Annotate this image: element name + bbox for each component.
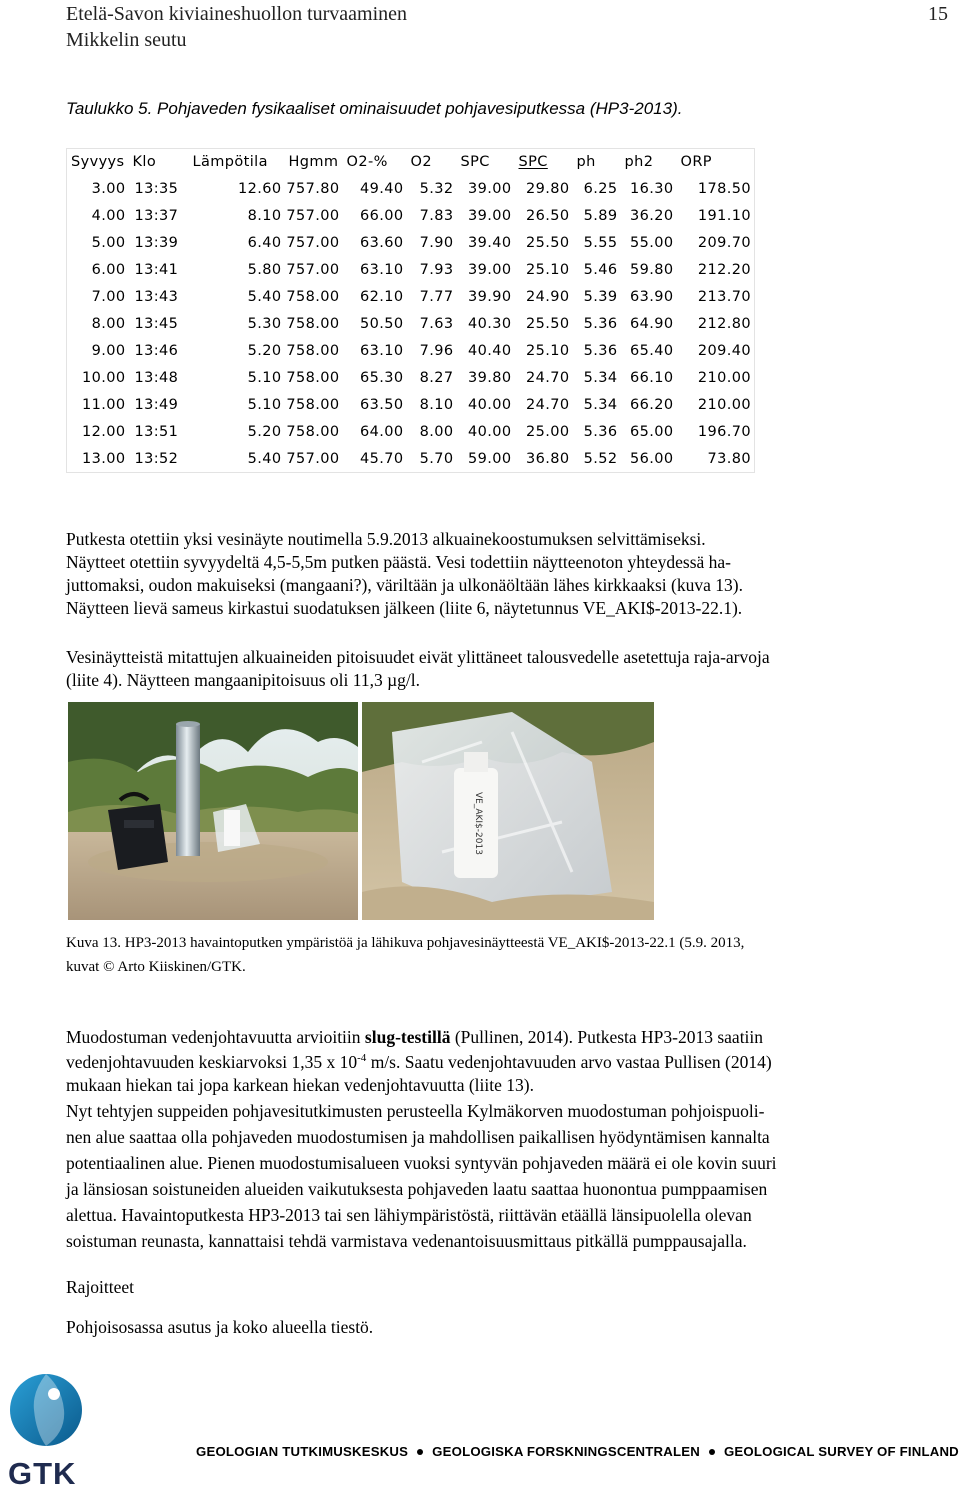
table-cell: 196.70 [697, 423, 751, 440]
table-cell: 6.25 [583, 180, 618, 197]
table-cell: 13:37 [134, 207, 179, 224]
table-cell: 757.80 [286, 180, 340, 197]
paragraph-line: Nyt tehtyjen suppeiden pohjavesitutkimusten perusteella Kylmäkorven muodostuman pohjoispuoli- [66, 1101, 765, 1121]
column-header: ph [576, 154, 596, 170]
table-cell: 66.20 [629, 396, 674, 413]
table-cell: 7.00 [91, 288, 126, 305]
table-cell: 209.70 [697, 234, 751, 251]
table-cell: 13:35 [134, 180, 179, 197]
column-header: SPC [518, 154, 548, 170]
results-paragraph [66, 646, 946, 692]
table-cell: 39.40 [467, 234, 512, 251]
table-caption: Taulukko 5. Pohjaveden fysikaaliset ominaisuudet pohjavesiputkessa (HP3-2013). [66, 99, 683, 118]
paragraph-line [66, 1051, 946, 1074]
table-cell: 64.90 [629, 315, 674, 332]
photo-water-sample [362, 702, 654, 920]
table-cell: 13:48 [134, 369, 179, 386]
exponent: -4 [357, 1052, 367, 1064]
table-cell: 5.39 [583, 288, 618, 305]
org-name-sv: GEOLOGISKA FORSKNINGSCENTRALEN [432, 1444, 700, 1459]
table-cell: 25.00 [525, 423, 570, 440]
column-header: ORP [680, 154, 712, 170]
table-row [67, 337, 755, 364]
slug-test-paragraph [66, 1026, 946, 1253]
limits-heading: Rajoitteet [66, 1277, 135, 1297]
paragraph-line: Vesinäytteistä mitattujen alkuaineiden pitoisuudet eivät ylittäneet talousvedelle asetettuja raja-arvoja [66, 647, 770, 667]
sample-photo-drawing [362, 702, 654, 920]
table-cell: 5.80 [247, 261, 282, 278]
table-cell: 5.34 [583, 396, 618, 413]
table-cell: 12.60 [237, 180, 282, 197]
figure-caption-line: kuvat © Arto Kiiskinen/GTK. [66, 959, 246, 975]
table-cell: 5.30 [247, 315, 282, 332]
table-cell: 66.00 [359, 207, 404, 224]
org-name-en: GEOLOGICAL SURVEY OF FINLAND [723, 1444, 959, 1459]
gtk-logo-text: GTK [8, 1456, 77, 1491]
table-cell: 178.50 [697, 180, 751, 197]
table-cell: 7.77 [419, 288, 454, 305]
table-cell: 49.40 [359, 180, 404, 197]
table-row [67, 364, 755, 391]
table-cell: 6.40 [247, 234, 282, 251]
table-cell: 212.20 [697, 261, 751, 278]
table-cell: 63.60 [359, 234, 404, 251]
table-cell: 66.10 [629, 369, 674, 386]
table-cell: 63.90 [629, 288, 674, 305]
column-header: O2 [410, 154, 432, 170]
table-cell: 40.30 [467, 315, 512, 332]
table-cell: 5.55 [583, 234, 618, 251]
table-cell: 9.00 [91, 342, 126, 359]
table-cell: 6.00 [91, 261, 126, 278]
table-cell: 5.36 [583, 315, 618, 332]
table-cell: 213.70 [697, 288, 751, 305]
figure-caption [66, 931, 936, 979]
table-cell: 758.00 [286, 396, 340, 413]
table-cell: 59.00 [467, 450, 512, 467]
column-header: Lämpötila [192, 154, 268, 170]
table-cell: 757.00 [286, 207, 340, 224]
table-cell: 59.80 [629, 261, 674, 278]
table-cell: 5.40 [247, 288, 282, 305]
page-number: 15 [928, 3, 948, 25]
table-cell: 13.00 [81, 450, 126, 467]
column-header: SPC [460, 154, 490, 170]
table-cell: 63.10 [359, 342, 404, 359]
table-cell: 5.10 [247, 396, 282, 413]
table-cell: 65.00 [629, 423, 674, 440]
table-cell: 13:51 [134, 423, 179, 440]
table-row [67, 310, 755, 337]
column-header: Hgmm [288, 154, 339, 170]
paragraph-line: ja länsiosan soistuneiden alueiden vaikutuksesta pohjaveden laatu saattaa huonontua pumppaamisen [66, 1179, 768, 1199]
table-cell: 39.00 [467, 261, 512, 278]
column-header: O2-% [346, 154, 388, 170]
table-cell: 39.00 [467, 207, 512, 224]
table-cell: 210.00 [697, 369, 751, 386]
text-span: vedenjohtavuuden keskiarvoksi 1,35 x 10 [66, 1052, 358, 1072]
svg-text:VE_AKI$-2013: VE_AKI$-2013 [473, 792, 483, 855]
table-cell: 13:46 [134, 342, 179, 359]
table-cell: 73.80 [707, 450, 751, 467]
paragraph-line: Näytteen lievä sameus kirkastui suodatuksen jälkeen (liite 6, näytetunnus VE_AKI$-2013-22.1). [66, 598, 743, 618]
table-cell: 8.00 [91, 315, 126, 332]
table-cell: 25.10 [525, 342, 570, 359]
table-cell: 758.00 [286, 369, 340, 386]
table-cell: 5.20 [247, 342, 282, 359]
table-cell: 63.10 [359, 261, 404, 278]
table-cell: 5.70 [419, 450, 454, 467]
table-cell: 758.00 [286, 342, 340, 359]
pipe-photo-drawing [68, 702, 358, 920]
table-cell: 40.00 [467, 423, 512, 440]
paragraph-line: (liite 4). Näytteen mangaanipitoisuus oli 11,3 µg/l. [66, 670, 421, 690]
table-cell: 5.20 [247, 423, 282, 440]
paragraph-line: juttomaksi, oudon makuiseksi (mangaani?), väriltään ja ulkonäöltään lähes kirkkaaksi (kuva 13). [66, 575, 743, 595]
table-cell: 13:45 [134, 315, 179, 332]
table-cell: 40.00 [467, 396, 512, 413]
paragraph-line: Putkesta otettiin yksi vesinäyte noutimella 5.9.2013 alkuainekoostumuksen selvittämiseksi. [66, 529, 706, 549]
table-cell: 3.00 [91, 180, 126, 197]
table-cell: 8.10 [247, 207, 282, 224]
groundwater-table [66, 148, 755, 473]
table-row [67, 256, 755, 283]
column-header: Syvyys [71, 154, 125, 170]
table-cell: 65.30 [359, 369, 404, 386]
table-cell: 5.40 [247, 450, 282, 467]
table-row [67, 283, 755, 310]
paragraph-line [66, 1026, 946, 1049]
table-row [67, 391, 755, 418]
table-cell: 5.10 [247, 369, 282, 386]
table-cell: 5.32 [419, 180, 454, 197]
photo-observation-pipe [68, 702, 358, 920]
table-cell: 39.00 [467, 180, 512, 197]
table-cell: 36.80 [525, 450, 570, 467]
table-cell: 25.50 [525, 315, 570, 332]
table-cell: 757.00 [286, 261, 340, 278]
table-cell: 13:52 [134, 450, 179, 467]
table-cell: 13:49 [134, 396, 179, 413]
table-cell: 7.90 [419, 234, 454, 251]
table-cell: 7.96 [419, 342, 454, 359]
table-cell: 63.50 [359, 396, 404, 413]
table-cell: 7.63 [419, 315, 454, 332]
table-cell: 36.20 [629, 207, 674, 224]
table-row [67, 418, 755, 445]
header-title: Etelä-Savon kiviaineshuollon turvaaminen [66, 3, 408, 25]
table-cell: 65.40 [629, 342, 674, 359]
table-cell: 5.36 [583, 423, 618, 440]
table-cell: 7.93 [419, 261, 454, 278]
table-cell: 50.50 [359, 315, 404, 332]
table-cell: 757.00 [286, 450, 340, 467]
text-span: m/s. Saatu vedenjohtavuuden arvo vastaa Pullisen (2014) [366, 1052, 772, 1072]
table-cell: 13:39 [134, 234, 179, 251]
table-cell: 12.00 [81, 423, 126, 440]
org-name-fi: GEOLOGIAN TUTKIMUSKESKUS [196, 1444, 409, 1459]
table-row [67, 175, 755, 202]
table-cell: 25.50 [525, 234, 570, 251]
table-cell: 757.00 [286, 234, 340, 251]
table-cell: 8.10 [419, 396, 454, 413]
table-cell: 5.00 [91, 234, 126, 251]
table-cell: 210.00 [697, 396, 751, 413]
table-cell: 56.00 [629, 450, 674, 467]
footer-organisations [196, 1444, 960, 1459]
table-header-row [67, 149, 755, 176]
table-cell: 10.00 [81, 369, 126, 386]
table-cell: 4.00 [91, 207, 126, 224]
table-cell: 62.10 [359, 288, 404, 305]
table-cell: 758.00 [286, 315, 340, 332]
table-cell: 5.36 [583, 342, 618, 359]
table-row [67, 445, 755, 473]
table-cell: 5.34 [583, 369, 618, 386]
table-cell: 24.70 [525, 369, 570, 386]
table-cell: 5.52 [583, 450, 618, 467]
table-cell: 29.80 [525, 180, 570, 197]
text-span: (Pullinen, 2014). Putkesta HP3-2013 saatiin [450, 1027, 764, 1047]
paragraph-line: soistuman reunasta, kannattaisi tehdä varmistava vedenantoisuusmittaus pitkällä pumppausajalla. [66, 1231, 747, 1251]
table-cell: 191.10 [697, 207, 751, 224]
table-cell: 8.00 [419, 423, 454, 440]
table-cell: 7.83 [419, 207, 454, 224]
table-cell: 25.10 [525, 261, 570, 278]
table-cell: 55.00 [629, 234, 674, 251]
table-cell: 39.80 [467, 369, 512, 386]
table-cell: 5.46 [583, 261, 618, 278]
table-cell: 13:41 [134, 261, 179, 278]
table-cell: 26.50 [525, 207, 570, 224]
table-cell: 64.00 [359, 423, 404, 440]
paragraph-line: alettua. Havaintoputkesta HP3-2013 tai sen lähiympäristöstä, riittävän etäällä länsipuolella olevan [66, 1205, 752, 1225]
paragraph-line: potentiaalinen alue. Pienen muodostumisalueen vuoksi syntyvän pohjaveden määrä ei ole kovin suuri [66, 1153, 777, 1173]
gtk-logo [6, 1372, 88, 1496]
table-cell: 24.70 [525, 396, 570, 413]
separator-dot [709, 1449, 715, 1455]
table-cell: 16.30 [629, 180, 674, 197]
paragraph-line: Näytteet otettiin syvyydeltä 4,5-5,5m putken päästä. Vesi todettiin näytteenoton yhteydessä ha- [66, 552, 732, 572]
table-cell: 209.40 [697, 342, 751, 359]
paragraph-line: nen alue saattaa olla pohjaveden muodostumisen ja mahdollisen paikallisen hyödyntämisen kannalta [66, 1127, 770, 1147]
table-cell: 5.89 [583, 207, 618, 224]
figure-caption-line: Kuva 13. HP3-2013 havaintoputken ympäristöä ja lähikuva pohjavesinäytteestä VE_AKI$-2013-22.1 (5.9. 2013, [66, 935, 745, 951]
paragraph-line: mukaan hiekan tai jopa karkean hiekan vedenjohtavuutta (liite 13). [66, 1075, 534, 1095]
limits-text: Pohjoisosassa asutus ja koko alueella tiestö. [66, 1317, 374, 1337]
header-subtitle: Mikkelin seutu [66, 29, 187, 51]
table-row [67, 229, 755, 256]
table-cell: 13:43 [134, 288, 179, 305]
table-row [67, 202, 755, 229]
column-header: Klo [132, 154, 157, 170]
table-cell: 11.00 [81, 396, 126, 413]
separator-dot [417, 1449, 423, 1455]
table-cell: 39.90 [467, 288, 512, 305]
table-cell: 758.00 [286, 288, 340, 305]
bold-term: slug-testillä [364, 1027, 451, 1047]
table-cell: 758.00 [286, 423, 340, 440]
column-header: ph2 [624, 154, 654, 170]
table-cell: 24.90 [525, 288, 570, 305]
table-cell: 40.40 [467, 342, 512, 359]
table-cell: 45.70 [359, 450, 404, 467]
text-span: Muodostuman vedenjohtavuutta arvioitiin [66, 1027, 365, 1047]
sample-paragraph [66, 528, 946, 620]
table-cell: 8.27 [419, 369, 454, 386]
table-cell: 212.80 [697, 315, 751, 332]
